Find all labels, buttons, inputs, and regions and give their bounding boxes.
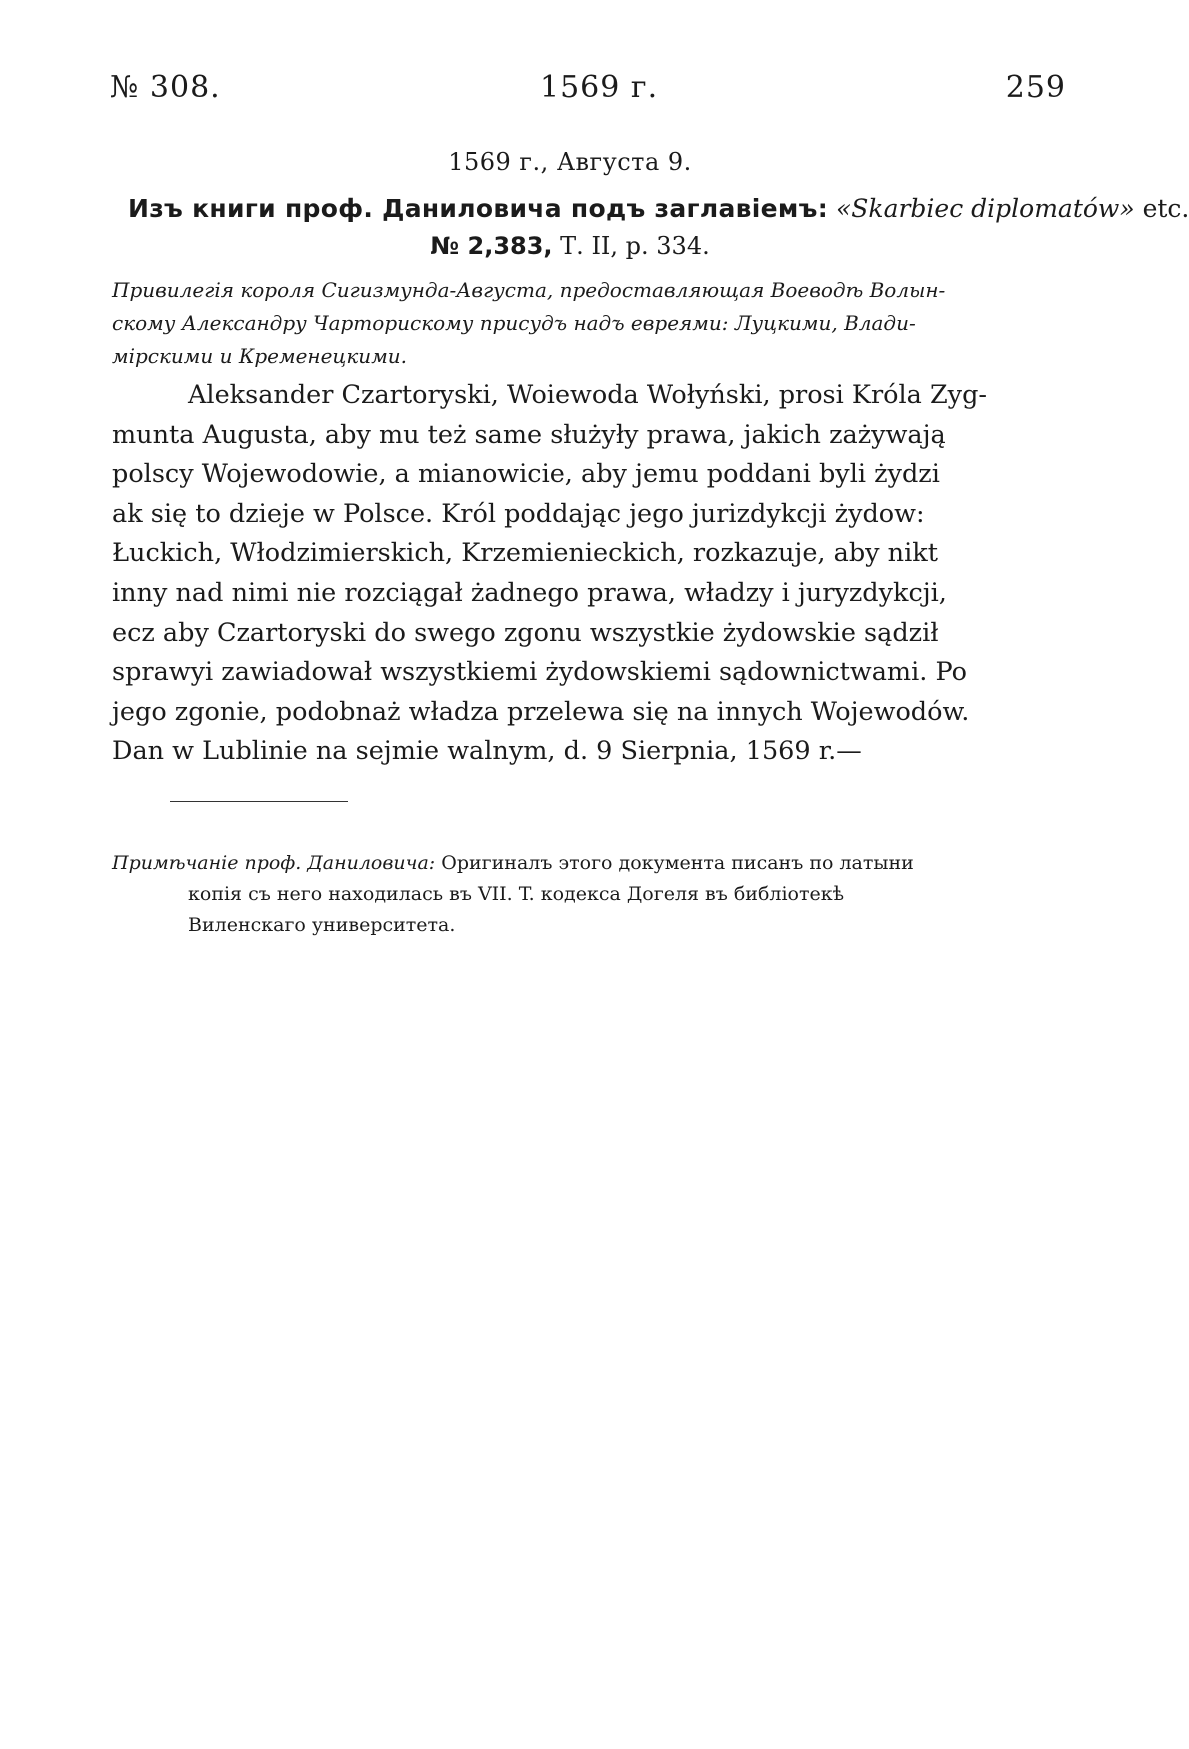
body-line: ak się to dzieje w Polsce. Król poddając jego jurizdykcji żydow: [112, 498, 925, 529]
note-line [112, 848, 1068, 879]
body-line: munta Augusta, aby mu też same służyły prawa, jakich zażywają [112, 419, 946, 450]
editor-note [112, 848, 1068, 941]
document-date: 1569 г., Августа 9. [448, 148, 692, 176]
note-text: Оригиналъ этого документа писанъ по латыни [441, 852, 914, 874]
body-line: jego zgonie, podobnaż władza przelewa się na innych Wojewodów. [112, 696, 970, 727]
source-citation [128, 194, 1189, 223]
source-title: «Skarbiec diplomatów» [836, 194, 1135, 223]
running-head-year: 1569 г. [540, 70, 659, 105]
source-reference [0, 232, 1140, 260]
document-summary [112, 274, 1068, 373]
body-line: polscy Wojewodowie, a mianowicie, aby jemu poddani byli żydzi [112, 459, 940, 490]
note-line: Виленскаго университета. [188, 914, 456, 936]
body-line: Aleksander Czartoryski, Woiewoda Wołyński, prosi Króla Zyg- [188, 380, 988, 410]
note-label: Примѣчанiе проф. Даниловича: [112, 852, 436, 874]
document-body [112, 376, 1068, 772]
body-line: inny nad nimi nie rozciągał żadnego prawa, władzy i juryzdykcji, [112, 577, 947, 608]
body-line: sprawyi zawiadował wszystkiemi żydowskiemi sądownictwami. Po [112, 657, 967, 688]
source-suffix: etc. [1142, 194, 1189, 223]
summary-line: мiрскими и Кременецкими. [112, 344, 408, 368]
body-line: ecz aby Czartoryski do swego zgonu wszystkie żydowskie sądził [112, 617, 939, 648]
note-line: копiя съ него находилась въ VII. T. кодекса Догеля въ библiотекѣ [188, 883, 845, 905]
running-head [110, 70, 1066, 114]
document-number: № 308. [110, 70, 221, 105]
body-line: Dan w Lublinie na sejmie walnym, d. 9 Sierpnia, 1569 r.— [112, 736, 862, 767]
summary-line: Привилегiя короля Сигизмунда-Августа, предоставляющая Воеводѣ Волын- [112, 278, 946, 302]
footnote-divider [170, 801, 348, 802]
source-ref-rest: Т. II, p. 334. [560, 232, 710, 260]
body-line: Łuckich, Włodzimierskich, Krzemienieckich, rozkazuje, aby nikt [112, 538, 938, 569]
source-ref-number: № 2,383, [430, 232, 553, 260]
source-prefix: Изъ книги проф. Даниловича подъ заглавiемъ: [128, 194, 829, 223]
summary-line: скому Александру Чарторискому присудъ надъ евреями: Луцкими, Влади- [112, 311, 916, 335]
page-number: 259 [1005, 70, 1066, 105]
